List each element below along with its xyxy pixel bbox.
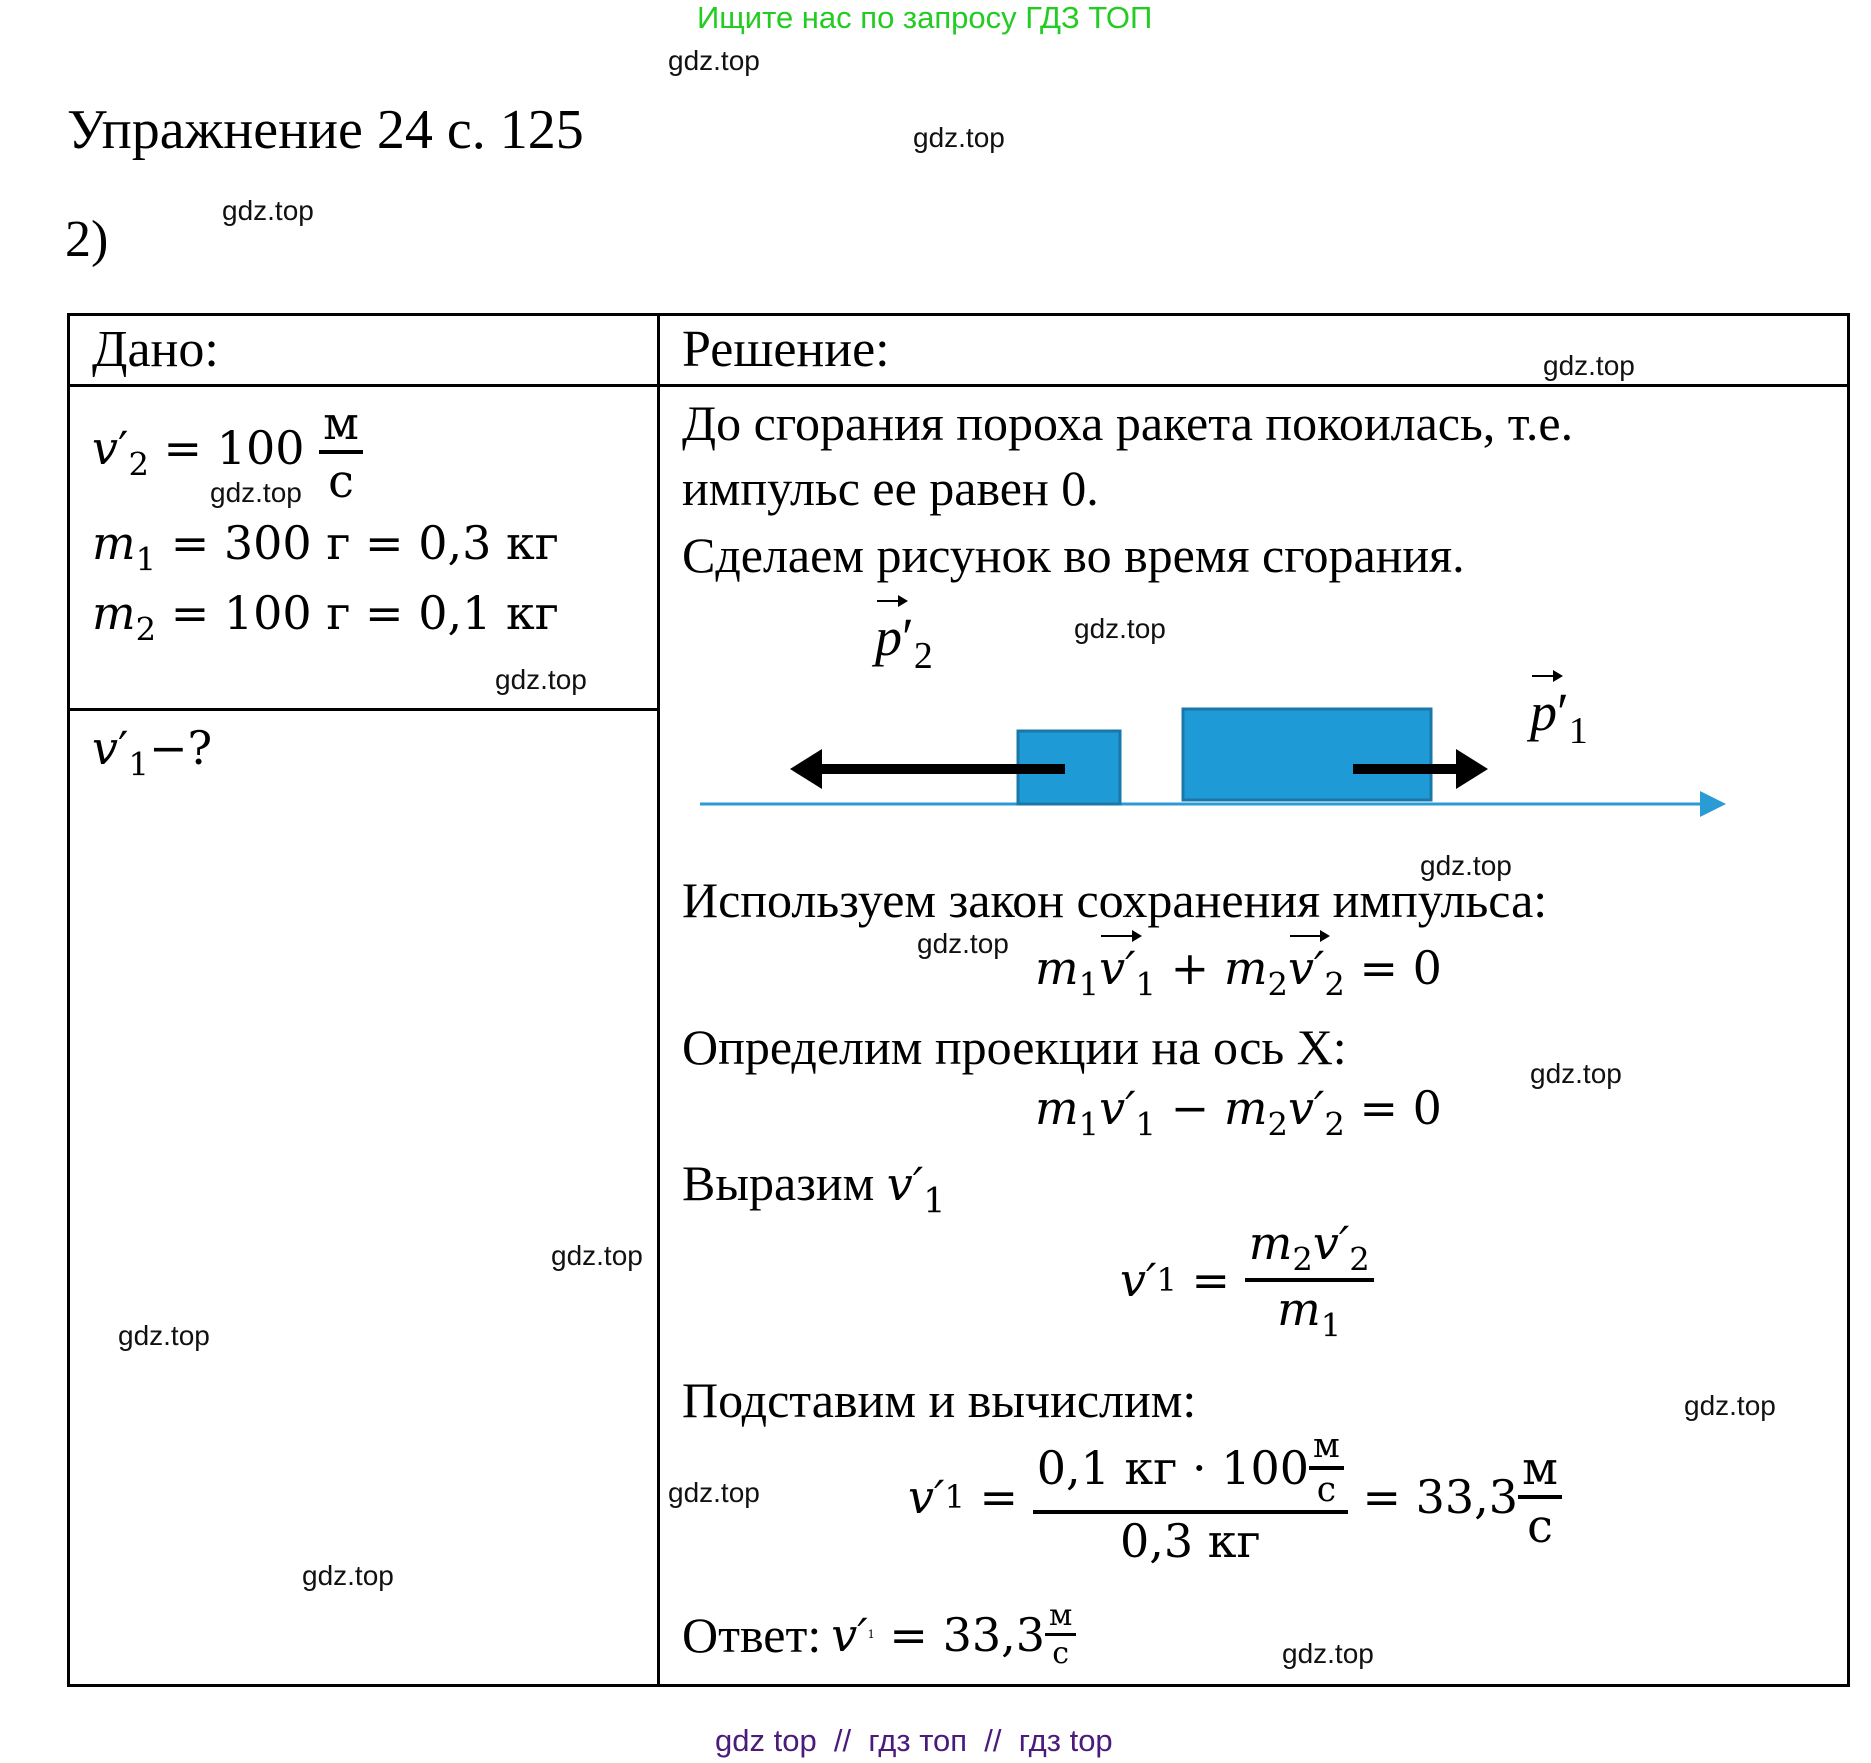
- solution-line-6: Выразим $v'_1$: [682, 1155, 946, 1222]
- solution-line-7: Подставим и вычислим:: [682, 1372, 1197, 1428]
- calc-fraction: 0,1 кг · 100 $\frac{м}{с}$ 0,3 кг: [1033, 1426, 1348, 1568]
- watermark: gdz.top: [1074, 613, 1166, 644]
- watermark: gdz.top: [302, 1560, 394, 1591]
- solution-header: Решение:: [682, 321, 890, 378]
- solution-line-3: Сделаем рисунок во время сгорания.: [682, 527, 1465, 583]
- solution-line-2: импульс ее равен 0.: [682, 460, 1099, 516]
- watermark: gdz.top: [668, 1477, 760, 1508]
- watermark: gdz.top: [668, 45, 760, 76]
- search-banner: Ищите нас по запросу ГДЗ ТОП: [697, 0, 1153, 35]
- watermark: gdz.top: [222, 195, 314, 226]
- watermark: gdz.top: [210, 477, 302, 508]
- given-v2: $v'_2 = 100$ $\frac{м}{с}$: [92, 396, 363, 508]
- watermark: gdz.top: [1282, 1638, 1374, 1669]
- eq-projection: $m_1v'_1 - m_2v'_2 = 0$: [1035, 1081, 1442, 1144]
- column-divider: [657, 316, 660, 1684]
- solution-table: [67, 313, 1850, 1687]
- large-block: [1183, 709, 1431, 800]
- eq-vector: $m_1v'_1 + m_2v'_2 = 0$: [1035, 941, 1442, 1004]
- watermark: gdz.top: [1530, 1058, 1622, 1089]
- watermark: gdz.top: [1684, 1390, 1776, 1421]
- given-divider: [70, 708, 660, 711]
- watermark: gdz.top: [551, 1240, 643, 1271]
- eq-calc: v′ 1 = 0,1 кг · 100 $\frac{м}{с}$ 0,3 кг = 33,3 $\frac{м}{с}$: [908, 1426, 1562, 1568]
- unit-fraction: $\frac{м}{с}$: [319, 396, 363, 508]
- answer-line: Ответ: v′ 1 = 33,3 $\frac{м}{с}$: [682, 1598, 1076, 1671]
- given-header: Дано:: [92, 321, 219, 378]
- header-divider: [70, 384, 1847, 387]
- watermark: gdz.top: [1420, 850, 1512, 881]
- watermark: gdz.top: [118, 1320, 210, 1351]
- label-p1: $p'_1$: [1530, 682, 1588, 753]
- label-p2: $p'_2$: [875, 607, 933, 678]
- solution-line-5: Определим проекции на ось X:: [682, 1019, 1347, 1075]
- watermark: gdz.top: [913, 122, 1005, 153]
- given-m2: $m_2 = 100$ г = 0,1 кг: [92, 586, 559, 649]
- express-fraction: $\frac{m_2v'_2}{m_1}$: [1245, 1216, 1374, 1345]
- momentum-diagram: [690, 586, 1810, 826]
- task-number: 2): [65, 211, 109, 268]
- watermark: gdz.top: [917, 928, 1009, 959]
- given-m1: $m_1 = 300$ г = 0,3 кг: [92, 516, 559, 579]
- watermark: gdz.top: [495, 664, 587, 695]
- diagram-graphic: [690, 586, 1810, 826]
- solution-line-1: До сгорания пороха ракета покоилась, т.е.: [682, 395, 1574, 451]
- footer-links: gdz top // гдз топ // гдз top: [715, 1723, 1113, 1758]
- eq-express: v′ 1 = $\frac{m_2v'_2}{m_1}$: [1120, 1216, 1374, 1345]
- watermark: gdz.top: [1543, 350, 1635, 381]
- page-title: Упражнение 24 с. 125: [67, 99, 584, 161]
- find-v1: $v'_1-$?: [92, 721, 213, 784]
- solution-line-4: Используем закон сохранения импульса:: [682, 872, 1548, 928]
